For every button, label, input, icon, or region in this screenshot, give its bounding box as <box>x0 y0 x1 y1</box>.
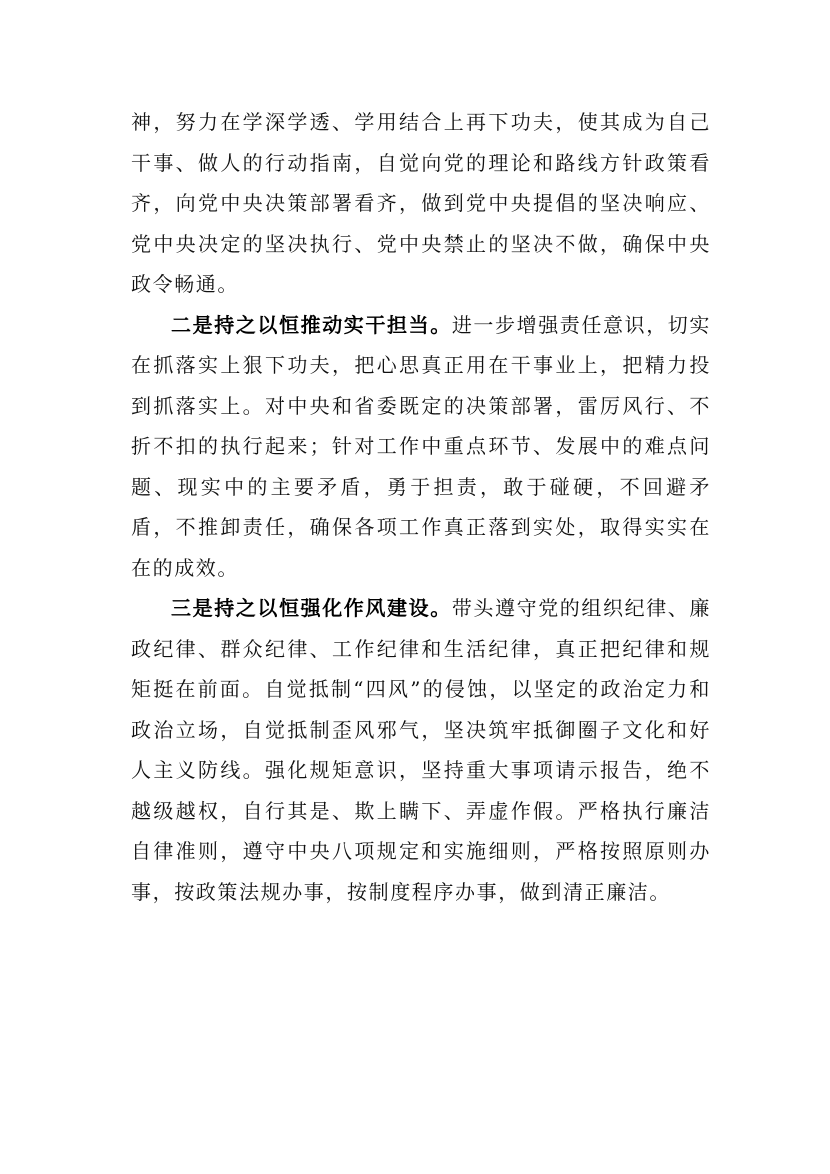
paragraph-3-text: 带头遵守党的组织纪律、廉政纪律、群众纪律、工作纪律和生活纪律，真正把纪律和规矩挺在前面。自觉抵制“四风”的侵蚀，以坚定的政治定力和政治立场，自觉抵制歪风邪气，坚决筑牢抵御圈子文化和好人主义防线。强化规矩意识，坚持重大事项请示报告，绝不越级越权，自行其是、欺上瞒下、弄虚作假。严格执行廉洁自律准则，遵守中央八项规定和实施细则，严格按照原则办事，按政策法规办事，按制度程序办事，做到清正廉洁。 <box>131 596 712 904</box>
paragraph-2-text: 进一步增强责任意识，切实在抓落实上狠下功夫，把心思真正用在干事业上，把精力投到抓落实上。对中央和省委既定的决策部署，雷厉风行、不折不扣的执行起来；针对工作中重点环节、发展中的难点问题、现实中的主要矛盾，勇于担责，敢于碰硬，不回避矛盾，不推卸责任，确保各项工作真正落到实处，取得实实在在的成效。 <box>131 312 712 580</box>
paragraph-1-text: 神，努力在学深学透、学用结合上再下功夫，使其成为自己干事、做人的行动指南，自觉向党的理论和路线方针政策看齐，向党中央决策部署看齐，做到党中央提倡的坚决响应、党中央决定的坚决执行、党中央禁止的坚决不做，确保中央政令畅通。 <box>131 110 711 296</box>
paragraph-2 <box>131 305 711 589</box>
paragraph-1 <box>131 102 711 305</box>
paragraph-2-lead: 二是持之以恒推动实干担当。 <box>171 312 452 337</box>
document-body <box>131 102 711 912</box>
paragraph-3-lead: 三是持之以恒强化作风建设。 <box>171 596 452 620</box>
paragraph-3 <box>131 588 711 912</box>
